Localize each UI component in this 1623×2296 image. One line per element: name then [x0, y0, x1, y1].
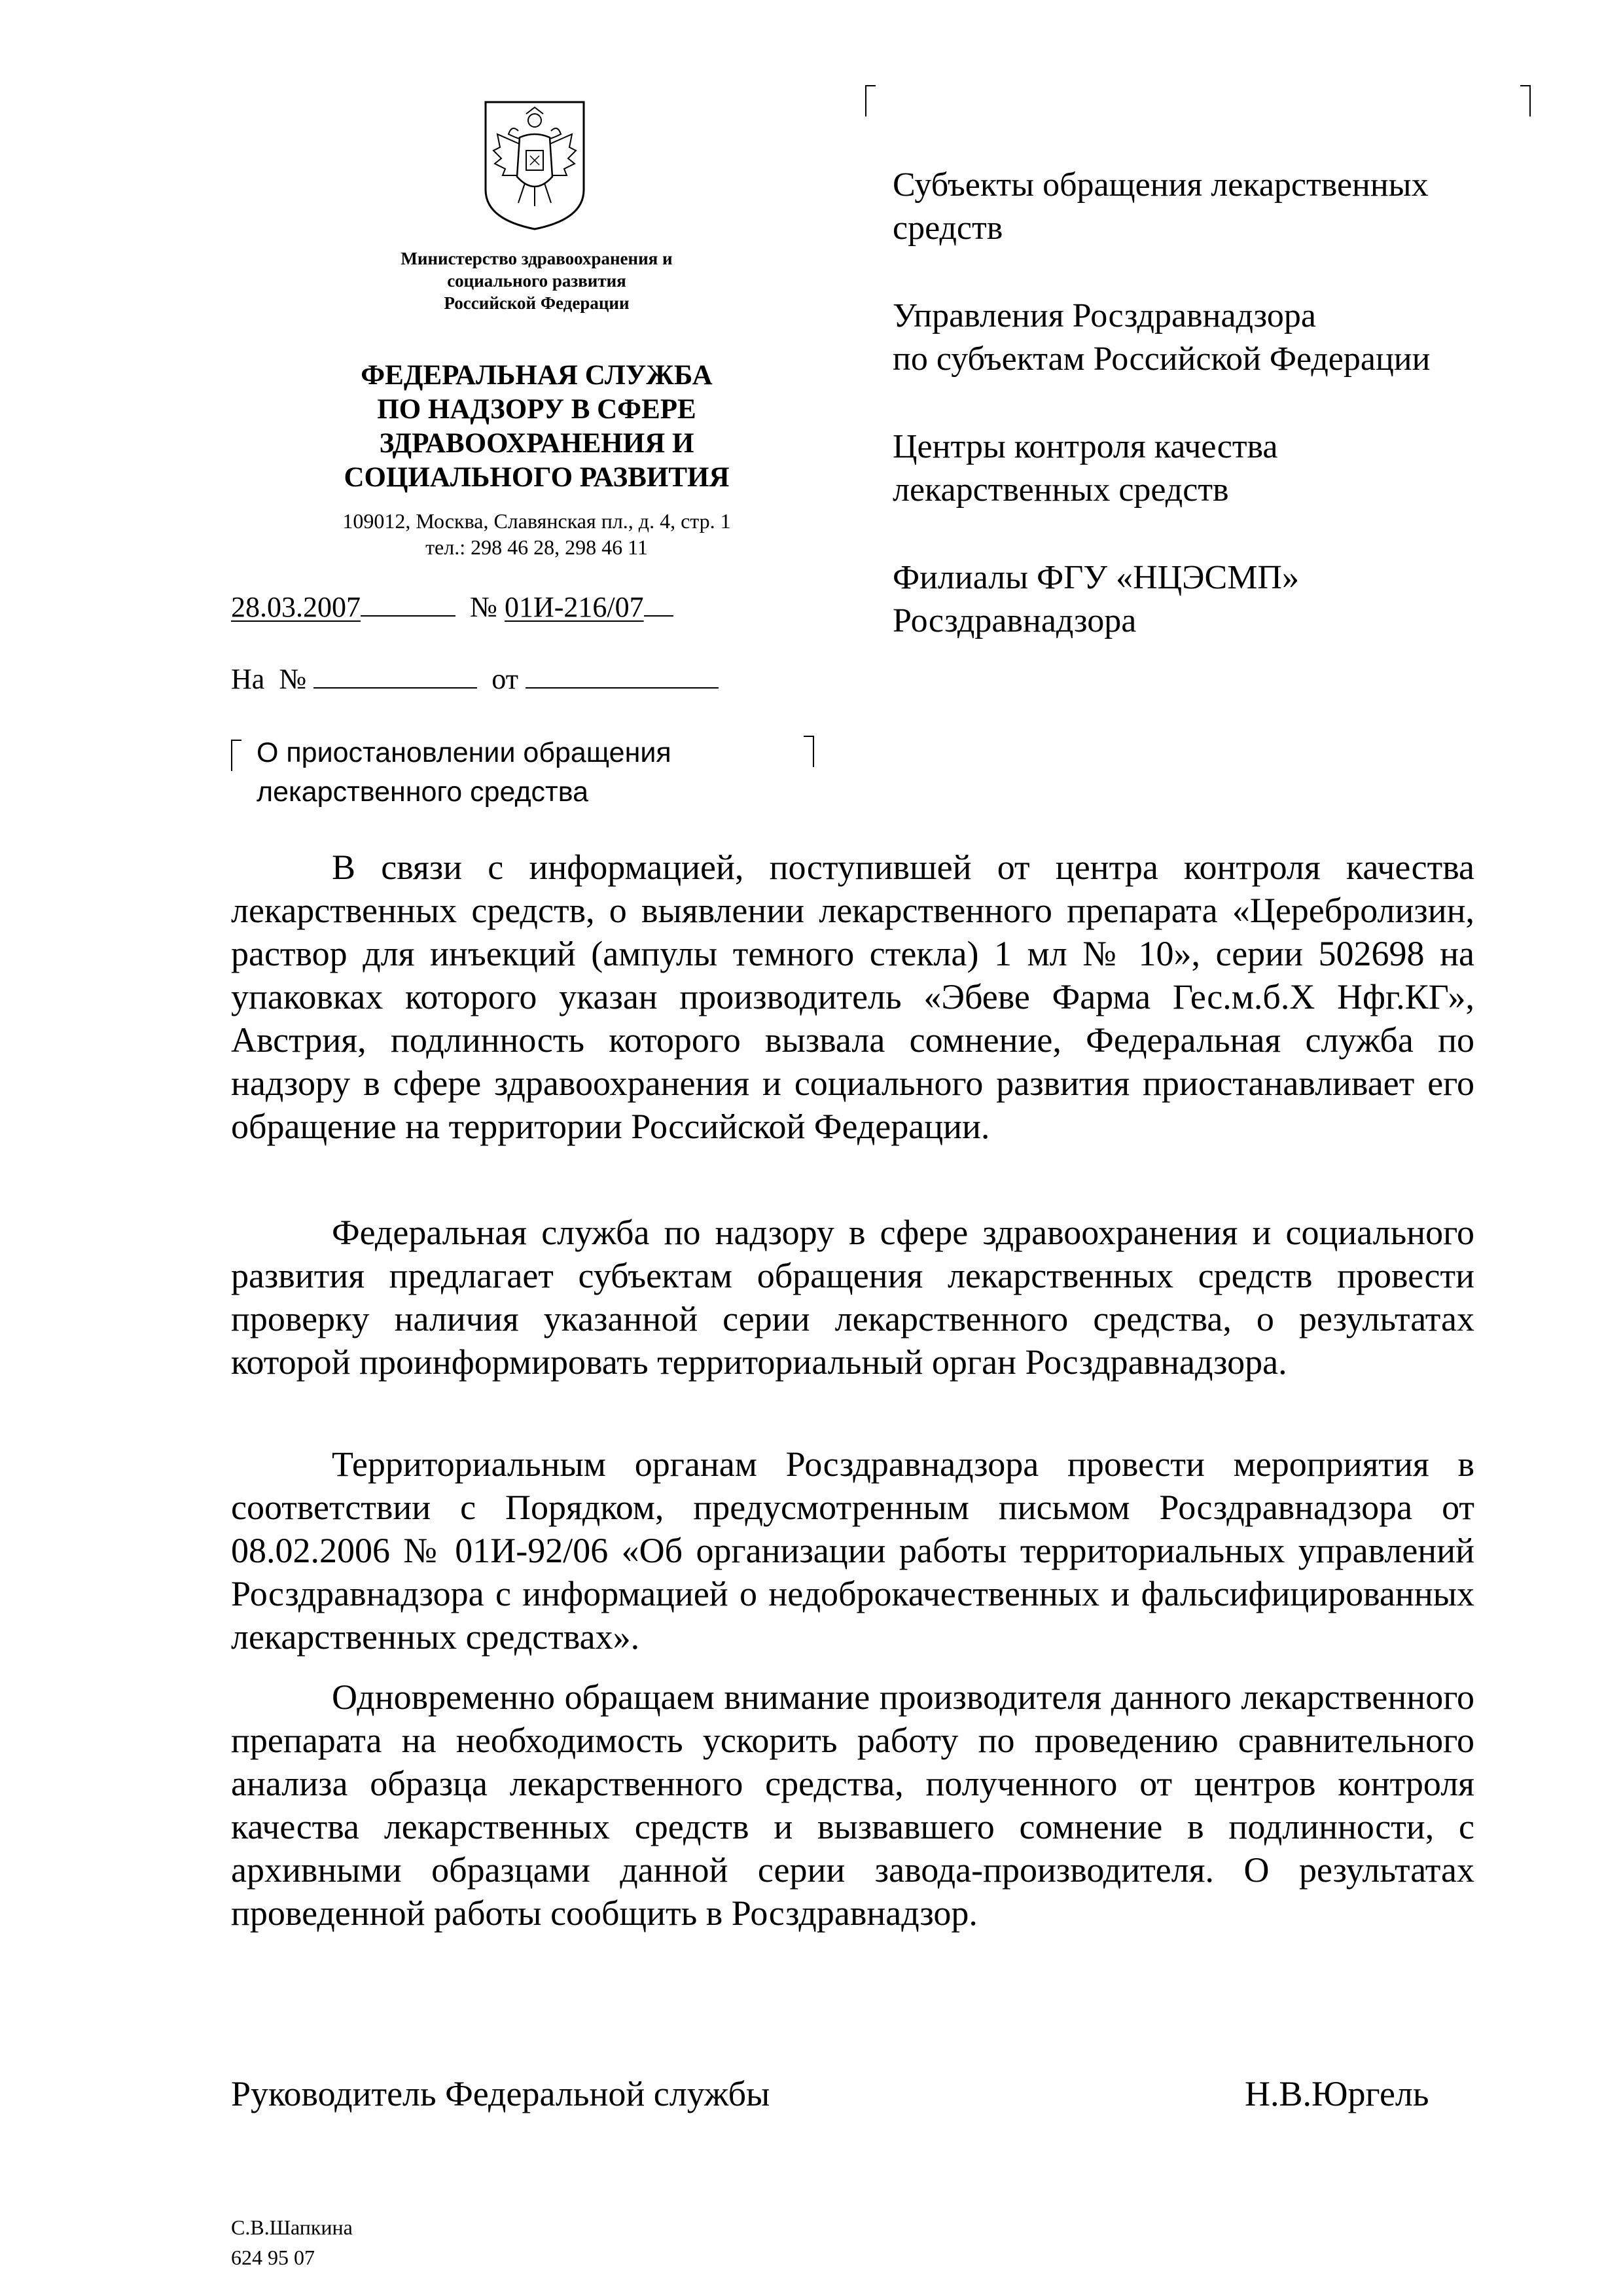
body-paragraph: Одновременно обращаем внимание производителя данного лекарственного препарата на необходимость ускорить работу по проведению сравнительного анализа образца лекарственного средства, полученного от центров контроля качества лекарственных средств и вызвавшего сомнение в подлинности, с архивными образцами данной серии завода-производителя. О результатах проведенной работы сообщить в Росздравнадзор. — [231, 1677, 1474, 1933]
body-paragraph: Территориальным органам Росздравнадзора провести мероприятия в соответствии с Порядком, предусмотренным письмом Росздравнадзора от 08.02.2006 № 01И-92/06 «Об организации работы территориальных управлений Росздравнадзора с информацией о недоброкачественных и фальсифицированных лекарственных средствах». — [231, 1444, 1474, 1657]
subject-corner-left — [231, 740, 241, 771]
reply-number-blank — [313, 661, 477, 689]
addressee-corner-right — [1520, 85, 1531, 117]
subject-line: О приостановлении обращения — [257, 737, 671, 768]
date-underline — [361, 589, 455, 617]
service-line: ПО НАДЗОРУ В СФЕРЕ — [377, 394, 696, 425]
addressee-line: лекарственных средств — [893, 471, 1229, 509]
signatory-position: Руководитель Федеральной службы — [231, 2074, 770, 2113]
subject-corner-right — [804, 736, 814, 767]
ministry-line: Министерство здравоохранения и — [401, 249, 673, 268]
number-underline — [644, 589, 673, 617]
signatory-name: Н.В.Юргель — [1245, 2074, 1429, 2113]
reply-date-blank — [526, 661, 719, 689]
addressee-line: Управления Росздравнадзора — [893, 297, 1316, 334]
phone-line: тел.: 298 46 28, 298 46 11 — [425, 535, 648, 559]
reply-number-label: № — [279, 663, 307, 695]
ministry-name — [314, 247, 759, 314]
reply-date-label: от — [491, 663, 518, 695]
ministry-line: Российской Федерации — [444, 293, 630, 313]
executor-name: С.В.Шапкина — [231, 2215, 353, 2239]
addressee-line: по субъектам Российской Федерации — [893, 340, 1431, 378]
service-line: ЗДРАВООХРАНЕНИЯ И — [379, 428, 694, 459]
document-date: 28.03.2007 — [231, 591, 361, 623]
addressee-block — [893, 425, 1547, 512]
addressee-line: средств — [893, 209, 1003, 247]
addressee-block — [893, 556, 1547, 643]
body-paragraph: Федеральная служба по надзору в сфере здравоохранения и социального развития предлагает субъектам обращения лекарственных средств провести проверку наличия указанной серии лекарственного средства, о результатах которой проинформировать территориальный орган Росздравнадзора. — [231, 1213, 1474, 1382]
service-name — [301, 359, 772, 495]
addressee-corner-left — [865, 85, 876, 117]
addressee-line: Росздравнадзора — [893, 602, 1137, 639]
service-line: СОЦИАЛЬНОГО РАЗВИТИЯ — [344, 462, 730, 493]
reply-label: На — [231, 663, 265, 695]
registration-line — [231, 589, 673, 624]
service-line: ФЕДЕРАЛЬНАЯ СЛУЖБА — [361, 360, 713, 391]
addressee-line: Филиалы ФГУ «НЦЭСМП» — [893, 559, 1299, 596]
body-paragraph: В связи с информацией, поступившей от центра контроля качества лекарственных средств, о выявлении лекарственного препарата «Церебролизин, раствор для инъекций (ампулы темного стекла) 1 мл № 10», серии 502698 на упаковках которого указан производитель «Эбеве Фарма Гес.м.б.Х Нфг.КГ», Австрия, подлинность которого вызвала сомнение, Федеральная служба по надзору в сфере здравоохранения и социального развития приостанавливает его обращение на территории Российской Федерации. — [231, 848, 1474, 1146]
addressee-block — [893, 295, 1547, 381]
addressee-line: Субъекты обращения лекарственных — [893, 166, 1429, 204]
russian-coat-of-arms-icon — [479, 98, 590, 232]
service-address — [288, 508, 785, 560]
document-number: 01И-216/07 — [504, 591, 644, 623]
subject-line: лекарственного средства — [257, 776, 589, 808]
letter-subject — [257, 733, 715, 812]
address-line: 109012, Москва, Славянская пл., д. 4, стр. 1 — [342, 509, 731, 533]
addressee-block — [893, 164, 1547, 250]
reply-line — [231, 661, 719, 696]
ministry-line: социального развития — [447, 271, 626, 291]
addressee-line: Центры контроля качества — [893, 428, 1278, 465]
executor-phone: 624 95 07 — [231, 2246, 315, 2269]
number-label: № — [470, 591, 497, 623]
